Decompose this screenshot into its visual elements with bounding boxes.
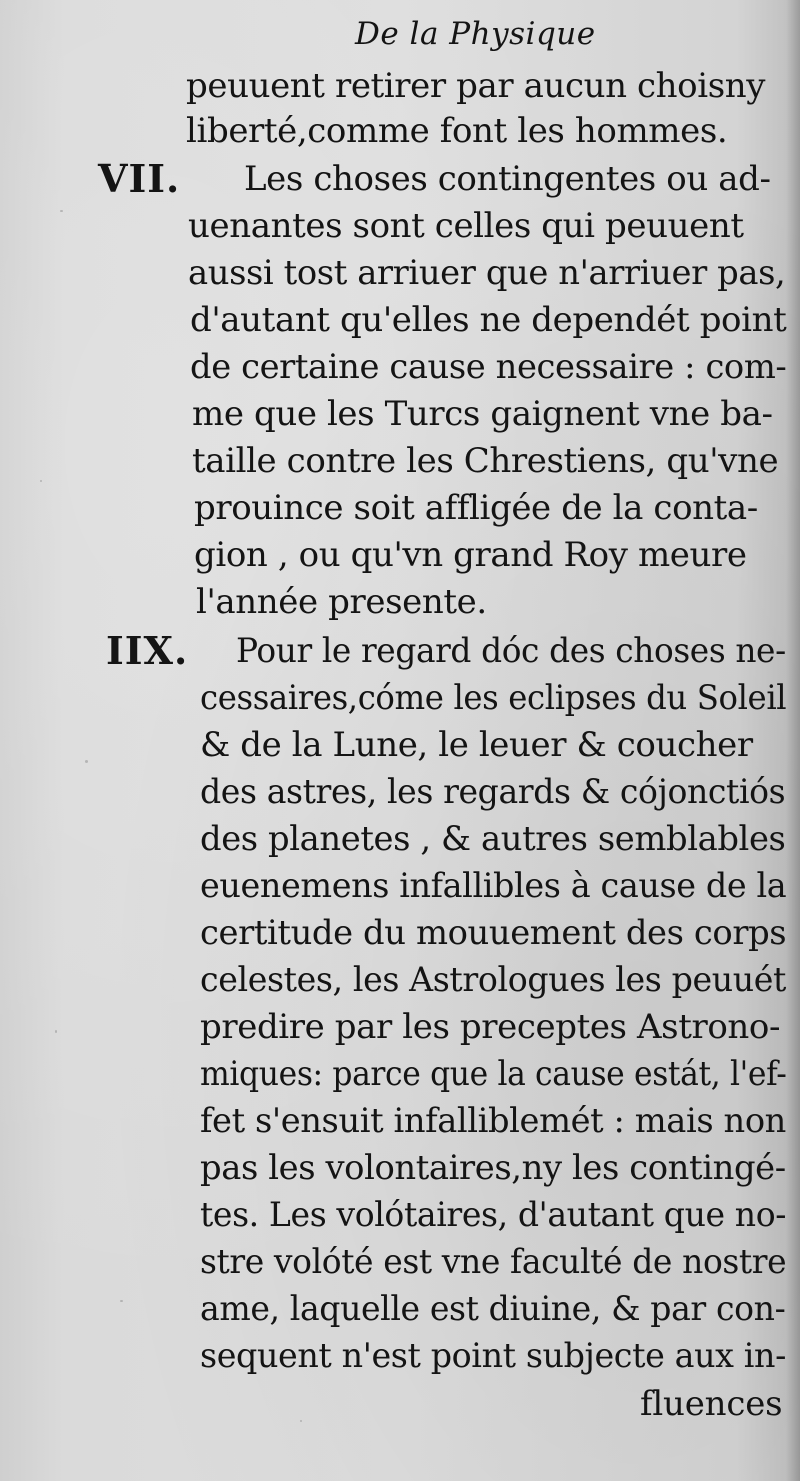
running-head: De la Physique	[355, 16, 596, 52]
paper-fleck	[300, 1420, 302, 1422]
paper-fleck	[85, 760, 88, 763]
text-line: cessaires,cóme les eclipses du Soleil	[200, 678, 787, 718]
text-line: predire par les preceptes Astrono-	[200, 1007, 781, 1047]
text-line: ame, laquelle est diuine, & par con-	[200, 1289, 786, 1329]
text-line: aussi tost arriuer que n'arriuer pas,	[188, 253, 786, 293]
paper-fleck	[40, 480, 42, 482]
text-line: prouince soit affligée de la conta-	[194, 488, 758, 528]
text-line: fet s'ensuit infalliblemét : mais non	[200, 1101, 786, 1141]
text-line: me que les Turcs gaignent vne ba-	[192, 394, 773, 434]
paper-fleck	[55, 1030, 57, 1033]
text-line: pas les volontaires,ny les contingé-	[200, 1148, 786, 1188]
paper-fleck	[120, 1300, 123, 1302]
text-line: Pour le regard dóc des choses ne-	[236, 631, 786, 671]
text-line: celestes, les Astrologues les peuuét	[200, 960, 787, 1000]
text-line: peuuent retirer par aucun choisny	[186, 66, 766, 106]
text-line: miques: parce que la cause estát, l'ef-	[200, 1054, 787, 1094]
text-line: & de la Lune, le leuer & coucher	[200, 725, 753, 765]
text-line: sequent n'est point subjecte aux in-	[200, 1336, 786, 1376]
text-line: des planetes , & autres semblables	[200, 819, 786, 859]
text-line: d'autant qu'elles ne dependét point	[190, 300, 787, 340]
text-line: euenemens infallibles à cause de la	[200, 866, 787, 906]
text-line: taille contre les Chrestiens, qu'vne	[192, 441, 779, 481]
text-line: de certaine cause necessaire : com-	[190, 347, 787, 387]
text-line: uenantes sont celles qui peuuent	[188, 206, 744, 246]
page-gutter-shadow	[786, 0, 800, 1481]
section-marker-vii: VII.	[98, 156, 181, 201]
text-line: liberté,comme font les hommes.	[186, 111, 728, 151]
text-line: tes. Les volótaires, d'autant que no-	[200, 1195, 787, 1235]
text-line: Les choses contingentes ou ad-	[244, 159, 771, 199]
paper-fleck	[60, 210, 63, 212]
text-line: des astres, les regards & cójonctiós	[200, 772, 786, 812]
text-line: l'année presente.	[196, 582, 487, 622]
text-line: gion , ou qu'vn grand Roy meure	[194, 535, 747, 575]
text-line: certitude du mouuement des corps	[200, 913, 787, 953]
text-line: stre volóté est vne faculté de nostre	[200, 1242, 787, 1282]
section-marker-iix: IIX.	[106, 628, 189, 673]
catchword: fluences	[640, 1384, 783, 1424]
